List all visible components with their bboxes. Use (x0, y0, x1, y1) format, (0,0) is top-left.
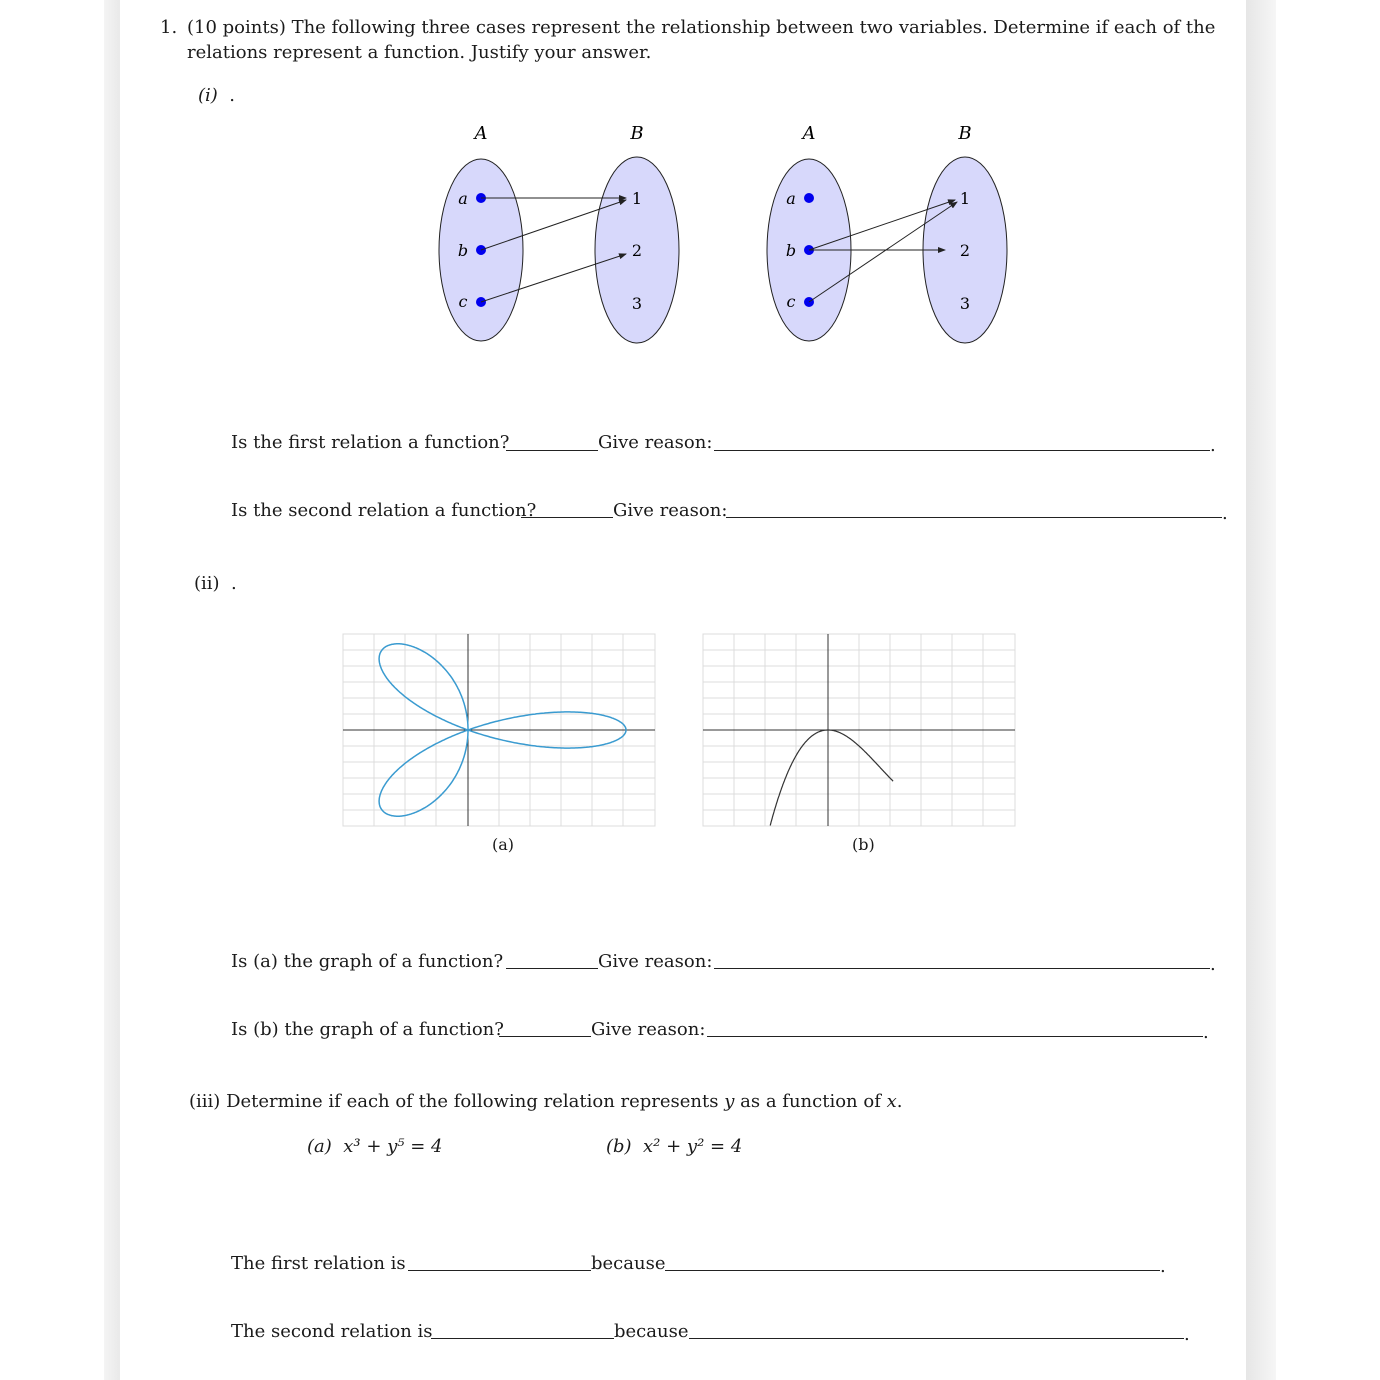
domain-item-b: b (457, 241, 469, 260)
answer-blank-graph-a[interactable] (506, 968, 598, 969)
range-item-3: 3 (631, 294, 643, 313)
period: . (1210, 435, 1216, 456)
domain-item-b: b (785, 241, 797, 260)
range-item-2: 2 (959, 241, 971, 260)
question-graph-a: Is (a) the graph of a function? (231, 951, 504, 972)
give-reason-label-3: Give reason: (598, 951, 713, 972)
graph-a (343, 634, 655, 826)
problem-statement-line2: relations represent a function. Justify your answer. (187, 42, 652, 63)
period: . (1210, 954, 1216, 975)
part-ii-label: (ii) . (194, 573, 237, 594)
set-a-label: A (802, 123, 816, 144)
equation-b: (b) x² + y² = 4 (606, 1136, 743, 1157)
range-item-2: 2 (631, 241, 643, 260)
domain-item-c: c (786, 292, 796, 311)
give-reason-label-1: Give reason: (598, 432, 713, 453)
range-item-3: 3 (959, 294, 971, 313)
part-i-label: (i) . (198, 85, 235, 106)
because-label-1: because (591, 1253, 666, 1274)
give-reason-label-4: Give reason: (591, 1019, 706, 1040)
answer-blank-first-relation[interactable] (506, 450, 598, 451)
reason-blank-first-relation[interactable] (714, 450, 1210, 451)
graph-a-caption: (a) (492, 835, 515, 854)
set-a-label: A (474, 123, 488, 144)
period: . (1184, 1324, 1190, 1345)
because-label-2: because (614, 1321, 689, 1342)
domain-item-a: a (458, 189, 468, 208)
period: . (1222, 503, 1228, 524)
domain-item-c: c (458, 292, 468, 311)
reason-blank-first-equation[interactable] (665, 1270, 1160, 1271)
problem-statement-line1: (10 points) The following three cases represent the relationship between two variables. Determine if each of the (187, 17, 1216, 38)
answer-blank-second-relation[interactable] (521, 517, 613, 518)
reason-blank-second-relation[interactable] (726, 517, 1222, 518)
mapping-diagram-1 (439, 123, 679, 343)
question-second-relation: Is the second relation a function? (231, 500, 537, 521)
question-graph-b: Is (b) the graph of a function? (231, 1019, 504, 1040)
period: . (1203, 1022, 1209, 1043)
answer-blank-graph-b[interactable] (499, 1036, 591, 1037)
answer-blank-second-equation[interactable] (431, 1338, 614, 1339)
problem-number: 1. (160, 17, 178, 38)
point-a (804, 193, 814, 203)
set-b-label: B (958, 123, 972, 144)
equation-a: (a) x³ + y⁵ = 4 (307, 1136, 443, 1157)
give-reason-label-2: Give reason: (613, 500, 728, 521)
part-iii-label: (iii) (189, 1091, 221, 1112)
period: . (1160, 1256, 1166, 1277)
statement-first-relation: The first relation is (231, 1253, 406, 1274)
range-item-1: 1 (631, 189, 643, 208)
answer-blank-first-equation[interactable] (408, 1270, 591, 1271)
part-iii-prompt: (iii) Determine if each of the following relation represents y as a function of x. (189, 1091, 903, 1112)
reason-blank-graph-a[interactable] (714, 968, 1210, 969)
statement-second-relation: The second relation is (231, 1321, 433, 1342)
graph-b-caption: (b) (852, 835, 875, 854)
graph-b (703, 634, 1015, 826)
set-b-label: B (630, 123, 644, 144)
reason-blank-second-equation[interactable] (689, 1338, 1184, 1339)
domain-item-a: a (786, 189, 796, 208)
range-item-1: 1 (959, 189, 971, 208)
question-first-relation: Is the first relation a function? (231, 432, 510, 453)
mapping-diagram-2 (767, 123, 1007, 343)
reason-blank-graph-b[interactable] (707, 1036, 1203, 1037)
